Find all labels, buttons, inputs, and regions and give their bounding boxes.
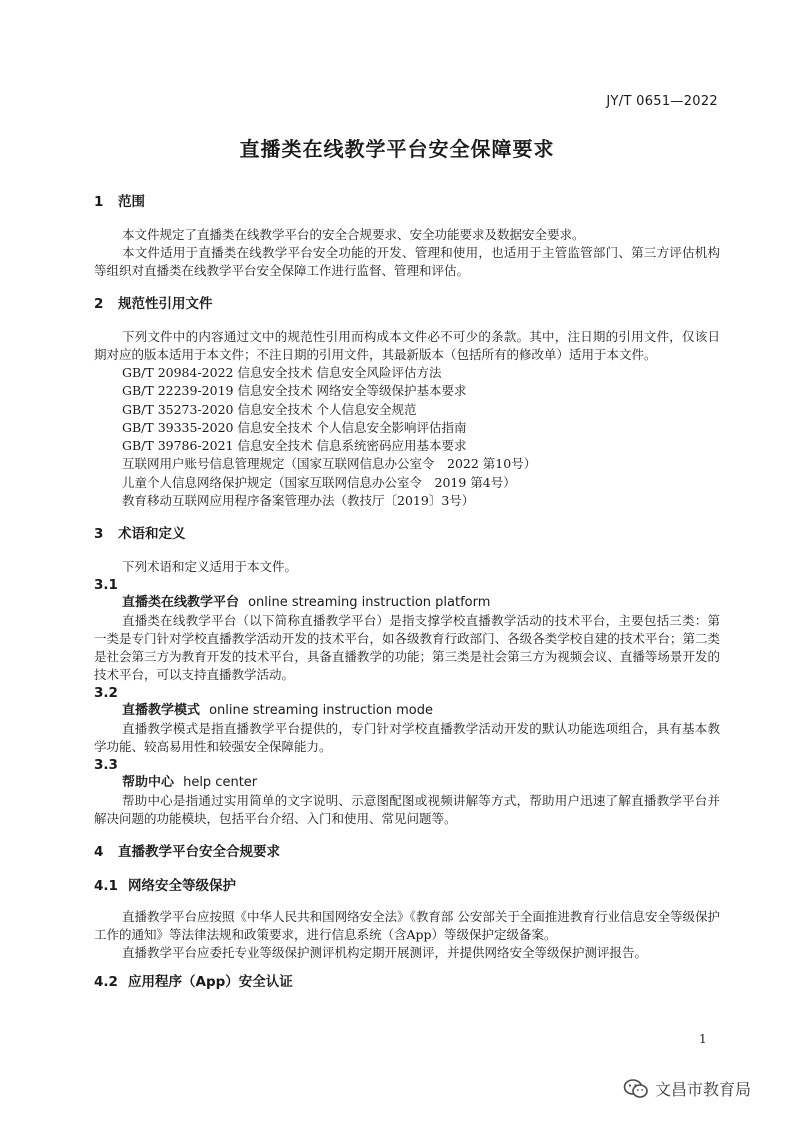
subsection-title: 应用程序（App）安全认证 <box>128 974 293 991</box>
wechat-official-account-icon <box>623 1078 649 1100</box>
section-title: 范围 <box>118 194 145 210</box>
term-definition: 直播教学模式是指直播教学平台提供的，专门针对学校直播教学活动开发的默认功能选项组合，具有基本教学功能、较高易用性和较强安全保障能力。 <box>94 721 720 755</box>
subsection-title: 网络安全等级保护 <box>128 878 236 895</box>
reference-item: GB/T 35273-2020 信息安全技术 个人信息安全规范 <box>122 401 417 417</box>
term-heading <box>94 774 720 792</box>
watermark-text: 文昌市教育局 <box>655 1080 752 1099</box>
section-number: 4 <box>94 844 104 861</box>
paragraph: 直播教学平台应按照《中华人民共和国网络安全法》《教育部 公安部关于全面推进教育行业信息安全等级保护工作的通知》等法律法规和政策要求，进行信息系统（含App）等级保护定级备案。 <box>94 909 720 943</box>
document-body <box>94 192 720 992</box>
paragraph: 本文件适用于直播类在线教学平台安全功能的开发、管理和使用，也适用于主管监管部门、第三方评估机构等组织对直播类在线教学平台安全保障工作进行监督、管理和评估。 <box>94 245 720 278</box>
term-en: help center <box>183 775 258 791</box>
section-number: 1 <box>94 194 104 210</box>
term-number: 3.2 <box>94 685 118 702</box>
section-heading-terms <box>94 524 720 544</box>
subsection-heading-app-certification <box>94 972 720 992</box>
term-cn: 帮助中心 <box>122 775 175 791</box>
term-en: online streaming instruction mode <box>209 703 434 719</box>
term-number: 3.3 <box>94 757 118 774</box>
subsection-number: 4.2 <box>94 974 118 991</box>
paragraph: 直播教学平台应委托专业等级保护测评机构定期开展测评，并提供网络安全等级保护测评报告。 <box>122 945 648 961</box>
term-en: online streaming instruction platform <box>248 595 491 611</box>
section-heading-normative-references <box>94 294 720 314</box>
reference-item: 儿童个人信息网络保护规定（国家互联网信息办公室令 2019 第4号） <box>122 474 516 490</box>
term-number: 3.1 <box>94 577 118 594</box>
section-number: 3 <box>94 526 104 543</box>
reference-item: 互联网用户账号信息管理规定（国家互联网信息办公室令 2022 第10号） <box>122 456 537 472</box>
section-title: 直播教学平台安全合规要求 <box>118 844 280 861</box>
paragraph: 下列术语和定义适用于本文件。 <box>122 559 298 575</box>
term-cn: 直播教学模式 <box>122 703 201 719</box>
reference-item: GB/T 39786-2021 信息安全技术 信息系统密码应用基本要求 <box>122 438 467 454</box>
document-title: 直播类在线教学平台安全保障要求 <box>239 137 555 161</box>
reference-item: 教育移动互联网应用程序备案管理办法（教技厅〔2019〕3号） <box>122 493 475 509</box>
section-number: 2 <box>94 296 104 312</box>
section-heading-compliance <box>94 842 720 862</box>
page-number: 1 <box>699 1032 707 1046</box>
term-cn: 直播类在线教学平台 <box>122 595 240 611</box>
standard-code: JY/T 0651—2022 <box>606 94 718 109</box>
subsection-number: 4.1 <box>94 878 118 895</box>
watermark <box>623 1077 751 1100</box>
reference-item: GB/T 20984-2022 信息安全技术 信息安全风险评估方法 <box>122 365 442 380</box>
term-definition: 直播类在线教学平台（以下简称直播教学平台）是指支撑学校直播教学活动的技术平台，主要包括三类：第一类是专门针对学校直播教学活动开发的技术平台，如各级教育行政部门、各级各类学校自建的技术平台；第二类是社会第三方为教育开发的技术平台，具备直播教学的功能；第三类是社会第三方为视频会议、直播等场景开发的技术平台，可以支持直播教学活动。 <box>94 613 720 683</box>
section-heading-scope <box>94 192 720 212</box>
term-heading <box>94 702 720 720</box>
term-definition: 帮助中心是指通过实用简单的文字说明、示意图配图或视频讲解等方式，帮助用户迅速了解直播教学平台并解决问题的功能模块，包括平台介绍、入门和使用、常见问题等。 <box>94 793 720 827</box>
subsection-heading-network-security <box>94 876 720 896</box>
paragraph: 本文件规定了直播类在线教学平台的安全合规要求、安全功能要求及数据安全要求。 <box>122 227 585 242</box>
section-title: 术语和定义 <box>118 526 186 543</box>
reference-item: GB/T 22239-2019 信息安全技术 网络安全等级保护基本要求 <box>122 383 467 399</box>
term-heading <box>94 594 720 612</box>
reference-item: GB/T 39335-2020 信息安全技术 个人信息安全影响评估指南 <box>122 419 467 435</box>
section-title: 规范性引用文件 <box>118 296 213 312</box>
paragraph: 下列文件中的内容通过文中的规范性引用而构成本文件必不可少的条款。其中，注日期的引用文件，仅该日期对应的版本适用于本文件；不注日期的引用文件，其最新版本（包括所有的修改单）适用于本文件。 <box>94 329 720 362</box>
